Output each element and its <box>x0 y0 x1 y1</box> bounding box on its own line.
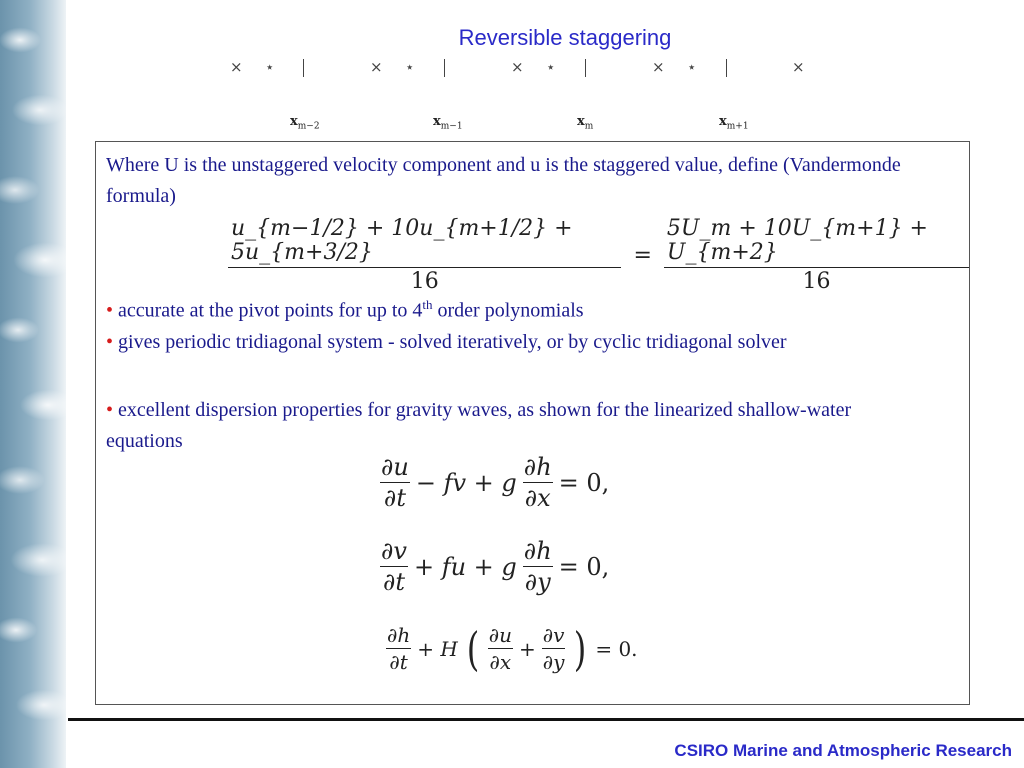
equals-sign: = <box>633 243 652 269</box>
intro-text: Where U is the unstaggered velocity component and u is the staggered value, define (Vandermonde formula) <box>106 154 901 207</box>
star-mark: ⋆ <box>687 58 697 76</box>
pivot-label: $x_{m-2}$ <box>290 114 320 132</box>
bullet-item: • gives periodic tridiagonal system - solved iteratively, or by cyclic tridiagonal solver <box>106 331 787 353</box>
formula-lhs <box>228 217 621 295</box>
pivot-bar <box>726 59 727 77</box>
pivot-label: $x_{m+1}$ <box>719 114 749 132</box>
footer-divider <box>68 718 1024 721</box>
pivot-label: $x_m$ <box>577 114 594 132</box>
formula-lhs-numerator: u_{m−1/2} + 10u_{m+1/2} + 5u_{m+3/2} <box>228 217 621 268</box>
formula-rhs-numerator: 5U_m + 10U_{m+1} + U_{m+2} <box>664 217 969 268</box>
formula-rhs-denominator: 16 <box>802 269 831 295</box>
bullet-marker: • <box>106 331 114 353</box>
vandermonde-formula <box>228 217 969 295</box>
star-mark: ⋆ <box>265 58 275 76</box>
bullet-marker: • <box>106 399 114 421</box>
cross-mark: × <box>792 58 805 76</box>
cross-mark: × <box>230 58 243 76</box>
star-mark: ⋆ <box>405 58 415 76</box>
pivot-bar <box>585 59 586 77</box>
sky-sidebar-image <box>0 0 66 768</box>
content-box <box>95 141 970 705</box>
pivot-bar <box>444 59 445 77</box>
pivot-label: $x_{m-1}$ <box>433 114 463 132</box>
pivot-bar <box>303 59 304 77</box>
slide-title: Reversible staggering <box>458 25 672 50</box>
footer-org-name: CSIRO Marine and Atmospheric Research <box>674 741 1012 760</box>
bullet-item: • excellent dispersion properties for gravity waves, as shown for the linearized shallow-water equations <box>106 399 852 452</box>
bullet-marker: • <box>106 299 114 322</box>
cross-mark: × <box>652 58 665 76</box>
cross-mark: × <box>370 58 383 76</box>
stagger-diagram <box>0 58 1024 82</box>
equation-momentum-y: $\frac{\partial v}{\partial t}$ + fu + g $\frac{\partial h}{\partial y}$ = 0, <box>381 537 610 597</box>
star-mark: ⋆ <box>546 58 556 76</box>
bullet-item: • accurate at the pivot points for up to 4th order polynomials <box>106 297 584 322</box>
formula-rhs <box>664 217 969 295</box>
cross-mark: × <box>511 58 524 76</box>
equation-momentum-x: $\frac{\partial u}{\partial t}$ − fv + g $\frac{\partial h}{\partial x}$ = 0, <box>381 453 610 513</box>
formula-lhs-denominator: 16 <box>410 269 439 295</box>
equation-continuity: $\frac{\partial h}{\partial t}$ + H ( $\frac{\partial u}{\partial x}$ + $\frac{\partial v}{\partial y}$ ) = 0. <box>387 621 638 676</box>
